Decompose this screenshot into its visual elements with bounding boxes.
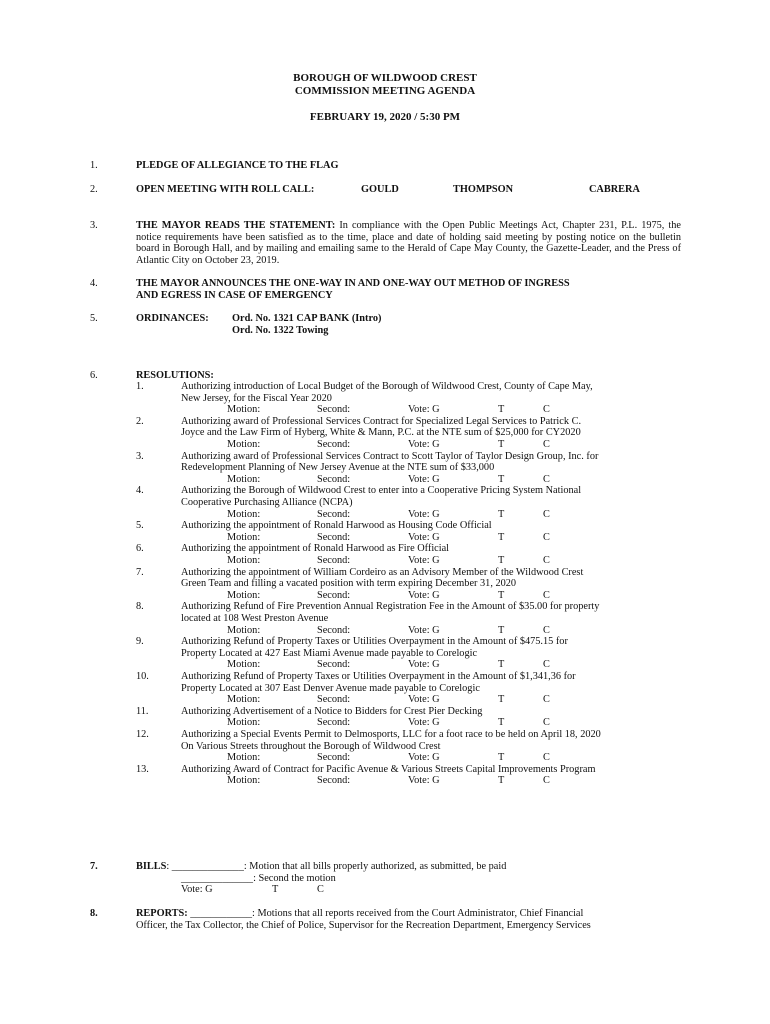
vote-t: T (498, 439, 505, 450)
resolution-text: Authorizing award of Professional Services Contract to Scott Taylor of Taylor Design Group, Inc. for (181, 450, 599, 462)
resolution-number: 9. (136, 636, 144, 648)
resolution-number: 7. (136, 566, 144, 578)
item-number: 6. (90, 370, 98, 381)
vote-t: T (498, 752, 505, 764)
second-label: Second: (317, 624, 351, 636)
second-label: Second: (317, 752, 351, 764)
resolution-text: located at 108 West Preston Avenue (181, 613, 329, 624)
motion-label: Motion: (227, 589, 261, 601)
second-label: Second: (317, 694, 351, 706)
roll-call-name: THOMPSON (453, 184, 514, 195)
vote-label: Vote: G (408, 752, 440, 764)
second-label: Second: (317, 775, 351, 787)
vote-t: T (498, 473, 505, 485)
vote-t: T (498, 717, 505, 729)
pledge-item: PLEDGE OF ALLEGIANCE TO THE FLAG (136, 160, 339, 171)
second-label: Second: (317, 531, 351, 543)
second-label: Second: (317, 473, 351, 485)
emergency-announcement (136, 278, 681, 301)
mayor-statement (136, 220, 681, 266)
bills-motion (136, 861, 506, 873)
vote-label: Vote: G (408, 589, 440, 601)
vote-c: C (543, 717, 550, 729)
second-label: Second: (317, 439, 351, 450)
vote-c: C (543, 555, 550, 566)
resolution-text: Authorizing the Borough of Wildwood Crest to enter into a Cooperative Pricing System National (181, 485, 582, 497)
item-number: 8. (90, 908, 98, 919)
vote-c: C (543, 752, 550, 764)
resolution-text: Authorizing Advertisement of a Notice to Bidders for Crest Pier Decking (181, 705, 483, 717)
motion-label: Motion: (227, 624, 261, 636)
ordinance-1322: Ord. No. 1322 Towing (232, 325, 329, 336)
vote-t: T (498, 694, 505, 706)
resolution-text: Green Team and filling a vacated position with term expiring December 31, 2020 (181, 578, 517, 590)
resolution-number: 13. (136, 763, 149, 775)
bills-label: BILLS (136, 861, 167, 872)
resolution-number: 6. (136, 543, 144, 555)
vote-label: Vote: G (408, 775, 440, 787)
resolution-number: 11. (136, 705, 149, 717)
vote-c: C (543, 404, 550, 416)
second-label: Second: (317, 659, 351, 671)
motion-label: Motion: (227, 439, 261, 450)
vote-label: Vote: G (408, 624, 440, 636)
vote-label: Vote: G (408, 717, 440, 729)
meeting-date: FEBRUARY 19, 2020 / 5:30 PM (309, 111, 461, 123)
emergency-announcement-line2: AND EGRESS IN CASE OF EMERGENCY (136, 289, 333, 301)
resolution-text: Property Located at 427 East Miami Avenue made payable to Corelogic (181, 647, 478, 659)
second-label: Second: (317, 508, 351, 520)
item-number: 1. (90, 160, 98, 171)
item-number: 5. (90, 313, 98, 324)
item-number: 7. (90, 861, 98, 872)
roll-call-label: OPEN MEETING WITH ROLL CALL: (136, 184, 315, 195)
vote-t: T (498, 531, 505, 543)
vote-t: T (498, 589, 505, 601)
item-number: 4. (90, 278, 98, 289)
motion-label: Motion: (227, 659, 261, 671)
ordinances-label: ORDINANCES: (136, 313, 209, 324)
agenda-title-line1: BOROUGH OF WILDWOOD CREST (293, 72, 477, 84)
second-label: Second: (317, 555, 351, 566)
second-label: Second: (317, 717, 351, 729)
bills-vote: Vote: G (181, 884, 213, 895)
vote-c: C (543, 775, 550, 787)
second-label: Second: (317, 404, 351, 416)
resolution-text: Redevelopment Planning of New Jersey Avenue at the NTE sum of $33,000 (181, 462, 495, 474)
vote-label: Vote: G (408, 531, 440, 543)
resolution-text: Authorizing the appointment of Ronald Harwood as Fire Official (181, 543, 450, 555)
motion-label: Motion: (227, 555, 261, 566)
resolution-number: 10. (136, 671, 149, 682)
resolution-text: Authorizing Award of Contract for Pacific Avenue & Various Streets Capital Improvements Program (181, 763, 596, 775)
vote-label: Vote: G (408, 694, 440, 706)
vote-t: T (498, 555, 505, 566)
vote-t: T (498, 508, 505, 520)
resolution-text: Authorizing the appointment of Ronald Harwood as Housing Code Official (181, 520, 492, 532)
resolution-text: Cooperative Purchasing Alliance (NCPA) (181, 497, 353, 508)
vote-c: C (543, 624, 550, 636)
vote-c: C (543, 694, 550, 706)
vote-label: Vote: G (408, 404, 440, 416)
vote-c: C (543, 531, 550, 543)
roll-call-name: GOULD (361, 184, 399, 195)
vote-c: C (543, 508, 550, 520)
resolution-number: 1. (136, 381, 144, 392)
bills-vote-t: T (272, 884, 279, 895)
motion-label: Motion: (227, 531, 261, 543)
resolution-number: 2. (136, 415, 144, 427)
vote-t: T (498, 624, 505, 636)
vote-t: T (498, 659, 505, 671)
reports-motion (136, 908, 583, 920)
reports-line1: ____________: Motions that all reports received from the Court Administrator, Chief Financial (187, 908, 584, 919)
motion-label: Motion: (227, 404, 261, 416)
resolution-number: 4. (136, 485, 144, 497)
reports-line2: Officer, the Tax Collector, the Chief of Police, Supervisor for the Recreation Department, Emergency Services (136, 920, 591, 931)
resolution-text: Authorizing award of Professional Services Contract for Specialized Legal Services to Patrick C. (181, 415, 582, 427)
vote-t: T (498, 404, 505, 416)
resolution-text: New Jersey, for the Fiscal Year 2020 (181, 392, 332, 404)
resolution-number: 3. (136, 450, 144, 462)
resolution-number: 8. (136, 601, 144, 613)
motion-label: Motion: (227, 473, 261, 485)
resolution-text: Authorizing Refund of Fire Prevention Annual Registration Fee in the Amount of $35.00 for property (181, 601, 600, 613)
vote-label: Vote: G (408, 555, 440, 566)
vote-label: Vote: G (408, 439, 440, 450)
bills-vote-c: C (317, 884, 324, 895)
motion-label: Motion: (227, 694, 261, 706)
motion-label: Motion: (227, 508, 261, 520)
vote-c: C (543, 439, 550, 450)
bills-line1: : ______________: Motion that all bills properly authorized, as submitted, be paid (166, 861, 507, 872)
ordinance-1321: Ord. No. 1321 CAP BANK (Intro) (232, 313, 382, 324)
resolutions-label: RESOLUTIONS: (136, 370, 214, 381)
item-number: 3. (90, 220, 98, 231)
second-label: Second: (317, 589, 351, 601)
emergency-announcement-line1: THE MAYOR ANNOUNCES THE ONE-WAY IN AND ONE-WAY OUT METHOD OF INGRESS (136, 278, 570, 289)
motion-label: Motion: (227, 717, 261, 729)
resolution-text: Authorizing a Special Events Permit to Delmosports, LLC for a foot race to be held on April 18, 2020 (181, 729, 601, 740)
resolution-number: 5. (136, 520, 144, 532)
resolution-text: On Various Streets throughout the Borough of Wildwood Crest (181, 740, 441, 752)
motion-label: Motion: (227, 752, 261, 764)
vote-label: Vote: G (408, 659, 440, 671)
bills-second: ______________: Second the motion (181, 873, 336, 884)
vote-t: T (498, 775, 505, 787)
item-number: 2. (90, 184, 98, 195)
mayor-statement-lead: THE MAYOR READS THE STATEMENT: (136, 220, 336, 231)
resolution-text: Authorizing Refund of Property Taxes or Utilities Overpayment in the Amount of $475.15 for (181, 636, 568, 648)
vote-label: Vote: G (408, 508, 440, 520)
motion-label: Motion: (227, 775, 261, 787)
resolution-number: 12. (136, 729, 149, 740)
resolution-text: Authorizing the appointment of William Cordeiro as an Advisory Member of the Wildwood Crest (181, 566, 584, 578)
vote-c: C (543, 659, 550, 671)
vote-label: Vote: G (408, 473, 440, 485)
roll-call-name: CABRERA (589, 184, 640, 195)
mayor-statement-text: In compliance with the Open Public Meetings Act, Chapter 231, P.L. 1975, the notice requirements have been satisfied as to the time, place and date of holding said meeting by posting notice on the bulletin board in Borough Hall, and by mailing and emailing same to the Herald of Cape May County, the Gazette-Leader, and the Press of Atlantic City on October 23, 2019. (136, 220, 681, 266)
resolution-text: Authorizing introduction of Local Budget of the Borough of Wildwood Crest, County of Cape May, (181, 381, 593, 392)
resolution-text: Joyce and the Law Firm of Hyberg, White & Mann, P.C. at the NTE sum of $25,000 for CY2020 (181, 427, 581, 439)
reports-label: REPORTS: (136, 908, 188, 919)
vote-c: C (543, 589, 550, 601)
resolution-text: Property Located at 307 East Denver Avenue made payable to Corelogic (181, 682, 480, 694)
vote-c: C (543, 473, 550, 485)
resolution-text: Authorizing Refund of Property Taxes or Utilities Overpayment in the Amount of $1,341,36 for (181, 671, 576, 682)
agenda-title-line2: COMMISSION MEETING AGENDA (294, 85, 476, 97)
